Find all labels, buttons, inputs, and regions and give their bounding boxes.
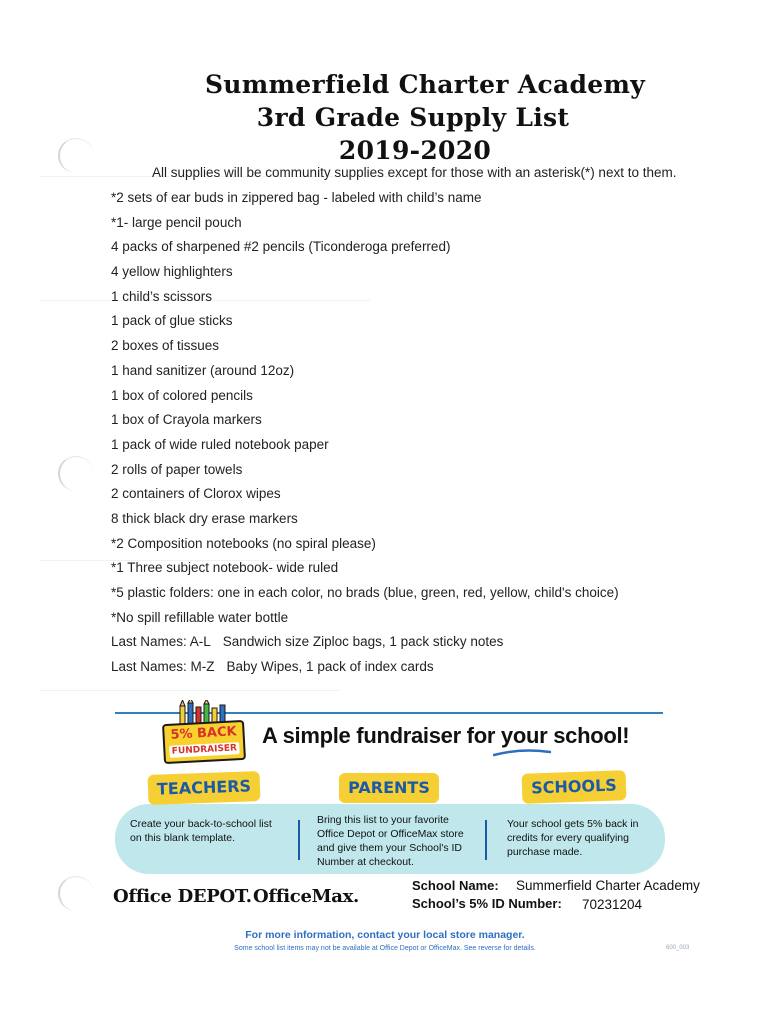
officemax-logo: OfficeMax. [253, 886, 360, 907]
list-item: 1 box of colored pencils [111, 387, 253, 403]
schools-text: Your school gets 5% back in credits for every qualifying purchase made. [507, 818, 639, 858]
last-names-group: Last Names: M-Z [111, 659, 215, 675]
list-item: 2 boxes of tissues [111, 338, 220, 354]
list-item: 2 rolls of paper towels [111, 461, 243, 477]
list-item: 1 pack of wide ruled notebook paper [111, 436, 329, 452]
binder-hole [58, 876, 94, 911]
list-item: *1- large pencil pouch [111, 214, 242, 230]
more-info-text: For more information, contact your local store manager. [245, 929, 525, 941]
list-item: 8 thick black dry erase markers [111, 510, 298, 526]
school-year: 2019-2020 [338, 136, 492, 165]
form-code: 600_003 [666, 945, 690, 951]
last-names-group: Last Names: A-L [111, 634, 211, 650]
parents-text: Bring this list to your favorite Office Depot or OfficeMax store and give them your School's ID Number at checkout. [317, 814, 464, 868]
schools-heading: SCHOOLS [522, 770, 627, 804]
badge-title: 5% BACK [170, 724, 237, 743]
office-depot-logo: Office DEPOT. [113, 886, 252, 907]
list-item: 4 yellow highlighters [111, 264, 233, 280]
last-names-row [111, 632, 619, 657]
column-divider [298, 820, 300, 860]
last-names-items: Sandwich size Ziploc bags, 1 pack sticky notes [222, 634, 504, 650]
list-item: *2 Composition notebooks (no spiral please) [111, 535, 376, 551]
column-divider [485, 820, 487, 860]
school-title: Summerfield Charter Academy [204, 70, 646, 99]
ruled-line [40, 690, 340, 691]
list-item: 1 hand sanitizer (around 12oz) [111, 362, 295, 378]
school-id-value: 70231204 [582, 897, 643, 912]
school-name-value: Summerfield Charter Academy [516, 878, 700, 893]
badge-subtitle: FUNDRAISER [169, 742, 240, 758]
list-item: 1 child’s scissors [111, 288, 213, 304]
list-item: *5 plastic folders: one in each color, no brads (blue, green, red, yellow, child's choice) [111, 585, 619, 600]
last-names-row [111, 657, 619, 682]
intro-note: All supplies will be community supplies except for those with an asterisk(*) next to them. [152, 165, 677, 180]
swoosh-underline-icon [493, 746, 551, 758]
list-item: *1 Three subject notebook- wide ruled [111, 560, 339, 576]
disclaimer-text: Some school list items may not be available at Office Depot or OfficeMax. See reverse for details. [234, 945, 536, 952]
list-item: 2 containers of Clorox wipes [111, 486, 281, 502]
supply-list [111, 188, 619, 682]
fundraiser-headline: A simple fundraiser for your school! [262, 723, 630, 748]
school-id-label: School’s 5% ID Number: [412, 896, 562, 911]
teachers-heading: TEACHERS [148, 771, 261, 805]
list-title: 3rd Grade Supply List [256, 103, 570, 132]
list-item: 1 pack of glue sticks [111, 313, 233, 329]
list-item: *2 sets of ear buds in zippered bag - labeled with child’s name [111, 190, 482, 205]
list-item: 1 box of Crayola markers [111, 412, 262, 428]
binder-hole [58, 456, 94, 491]
last-names-items: Baby Wipes, 1 pack of index cards [226, 659, 434, 675]
teachers-text: Create your back-to-school list on this blank template. [130, 818, 272, 844]
parents-heading: PARENTS [339, 773, 439, 803]
list-item: *No spill refillable water bottle [111, 609, 289, 625]
list-item: 4 packs of sharpened #2 pencils (Ticonderoga preferred) [111, 239, 451, 255]
school-name-label: School Name: [412, 878, 499, 893]
fundraiser-badge [162, 720, 246, 764]
